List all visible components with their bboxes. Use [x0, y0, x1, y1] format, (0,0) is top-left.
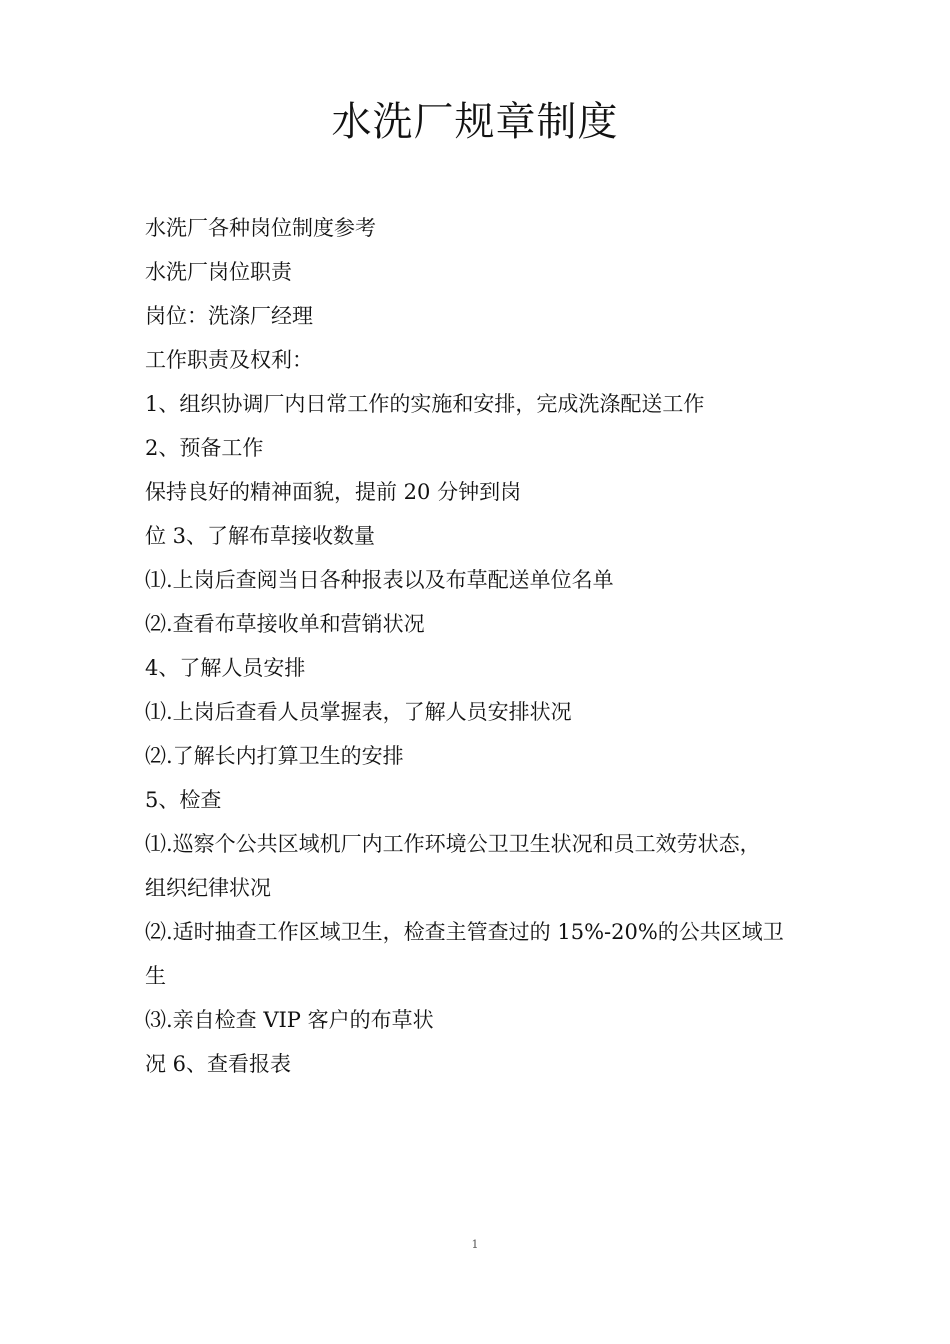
paragraph: 生	[145, 964, 166, 988]
paragraph: 位 3、了解布草接收数量	[145, 524, 376, 548]
paragraph: 况 6、查看报表	[145, 1052, 292, 1076]
document-body	[145, 206, 815, 1086]
paragraph: ⑵.了解长内打算卫生的安排	[145, 744, 404, 768]
paragraph: 组织纪律状况	[145, 876, 271, 900]
paragraph: ⑵.查看布草接收单和营销状况	[145, 612, 425, 636]
paragraph: 岗位：洗涤厂经理	[145, 304, 313, 328]
paragraph: 1、组织协调厂内日常工作的实施和安排，完成洗涤配送工作	[145, 392, 705, 416]
paragraph: 水洗厂岗位职责	[145, 260, 292, 284]
paragraph: 工作职责及权利：	[145, 348, 313, 372]
paragraph: 4、了解人员安排	[145, 656, 306, 680]
paragraph: 水洗厂各种岗位制度参考	[145, 216, 376, 240]
paragraph: 保持良好的精神面貌，提前 20 分钟到岗	[145, 480, 522, 504]
paragraph: 2、预备工作	[145, 436, 264, 460]
document-title: 水洗厂规章制度	[331, 99, 619, 145]
page-number: 1	[471, 1238, 479, 1251]
paragraph: ⑵.适时抽查工作区域卫生，检查主管查过的 15%-20%的公共区域卫	[145, 920, 784, 944]
paragraph: ⑴.上岗后查看人员掌握表，了解人员安排状况	[145, 700, 572, 724]
paragraph: ⑴.上岗后查阅当日各种报表以及布草配送单位名单	[145, 568, 614, 592]
paragraph: ⑶.亲自检查 VIP 客户的布草状	[145, 1008, 434, 1032]
paragraph: ⑴.巡察个公共区域机厂内工作环境公卫卫生状况和员工效劳状态，	[145, 832, 761, 856]
paragraph: 5、检查	[145, 788, 222, 812]
